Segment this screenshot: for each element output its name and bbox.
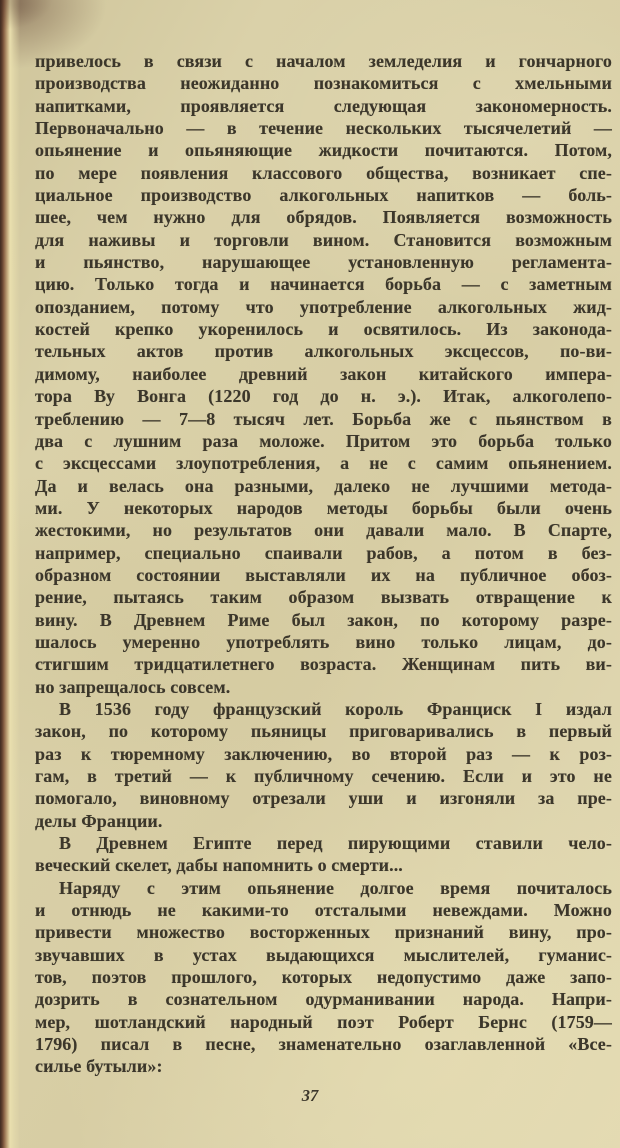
text-line: 1796) писал в песне, знаменательно озаглавленной «Все- bbox=[35, 1034, 612, 1055]
text-line: привести множество восторженных признаний вину, про- bbox=[35, 922, 612, 943]
text-line: и отнюдь не какими-то отсталыми невеждами. Можно bbox=[35, 900, 612, 921]
text-line: опозданием, потому что употребление алкогольных жид- bbox=[35, 296, 612, 317]
text-line: мер, шотландский народный поэт Роберт Бернс (1759— bbox=[35, 1011, 612, 1032]
text-line: костей крепко укоренилось и освятилось. Из законода- bbox=[35, 319, 612, 340]
text-line: шее, чем нужно для обрядов. Появляется возможность bbox=[35, 207, 612, 228]
text-line: раз к тюремному заключению, во второй раз — к роз- bbox=[35, 743, 612, 764]
text-line: образном состоянии выставляли их на публичное обоз- bbox=[35, 564, 612, 585]
text-line: и пьянство, нарушающее установленную регламента- bbox=[35, 252, 612, 273]
text-line: В 1536 году французский король Франциск I издал bbox=[59, 698, 612, 719]
text-line: звучавших в устах выдающихся мыслителей, гуманис- bbox=[35, 944, 612, 965]
text-line: по мере появления классового общества, возникает спе- bbox=[35, 162, 612, 183]
text-line: помогало, виновному отрезали уши и изгоняли за пре- bbox=[35, 788, 612, 809]
text-line: рение, пытаясь таким образом вызвать отвращение к bbox=[35, 587, 612, 608]
text-line: напитками, проявляется следующая закономерность. bbox=[35, 95, 612, 116]
page-spine-shadow bbox=[0, 0, 20, 1148]
text-line: дозрить в сознательном одурманивании народа. Напри- bbox=[35, 989, 612, 1010]
text-line: вину. В Древнем Риме был закон, по которому разре- bbox=[35, 609, 612, 630]
text-line: В Древнем Египте перед пирующими ставили чело- bbox=[59, 833, 612, 854]
text-line: делы Франции. bbox=[35, 810, 163, 831]
text-line: димому, наиболее древний закон китайского импера- bbox=[35, 363, 612, 384]
text-line: Наряду с этим опьянение долгое время почиталось bbox=[59, 877, 612, 898]
text-line: силье бутыли»: bbox=[35, 1056, 163, 1077]
text-line: привелось в связи с началом земледелия и гончарного bbox=[35, 51, 612, 71]
text-line: треблению — 7—8 тысяч лет. Борьба же с пьянством в bbox=[35, 408, 612, 429]
page-text bbox=[35, 50, 612, 1078]
text-line: тов, поэтов прошлого, которых недопустимо даже запо- bbox=[35, 967, 612, 988]
text-line: циальное производство алкогольных напитков — боль- bbox=[35, 185, 612, 206]
text-line: например, специально спаивали рабов, а потом в без- bbox=[35, 542, 612, 563]
text-line: опьянение и опьяняющие жидкости почитаются. Потом, bbox=[35, 140, 612, 161]
text-line: с эксцессами злоупотребления, а не с самим опьянением. bbox=[35, 453, 612, 474]
text-line: цию. Только тогда и начинается борьба — с заметным bbox=[35, 274, 612, 295]
page-number: 37 bbox=[301, 1086, 319, 1105]
text-line: для наживы и торговли вином. Становится возможным bbox=[35, 229, 612, 250]
text-line: жестокими, но результатов они давали мало. В Спарте, bbox=[35, 520, 612, 541]
text-line: гам, в третий — к публичному сечению. Если и это не bbox=[35, 766, 612, 786]
text-line: два с лушним раза моложе. Притом это борьба только bbox=[35, 430, 612, 451]
text-line: тора Ву Вонга (1220 год до н. э.). Итак, алкоголепо- bbox=[35, 386, 612, 407]
scan-corner-shadow bbox=[0, 0, 80, 46]
text-line: стигшим тридцатилетнего возраста. Женщинам пить ви- bbox=[35, 654, 612, 675]
text-line: но запрещалось совсем. bbox=[35, 676, 231, 697]
text-line: ми. У некоторых народов методы борьбы были очень bbox=[35, 497, 612, 518]
text-line: Да и велась она разными, далеко не лучшими метода- bbox=[35, 475, 612, 496]
text-line: шалось умеренно употреблять вино только лицам, до- bbox=[35, 631, 612, 652]
text-line: закон, по которому пьяницы приговаривались в первый bbox=[35, 721, 612, 742]
text-line: тельных актов против алкогольных эксцессов, по-ви- bbox=[35, 341, 612, 362]
text-line: веческий скелет, дабы напомнить о смерти... bbox=[35, 855, 403, 876]
text-line: Первоначально — в течение нескольких тысячелетий — bbox=[35, 118, 612, 139]
text-line: производства неожиданно познакомиться с хмельными bbox=[35, 73, 612, 94]
